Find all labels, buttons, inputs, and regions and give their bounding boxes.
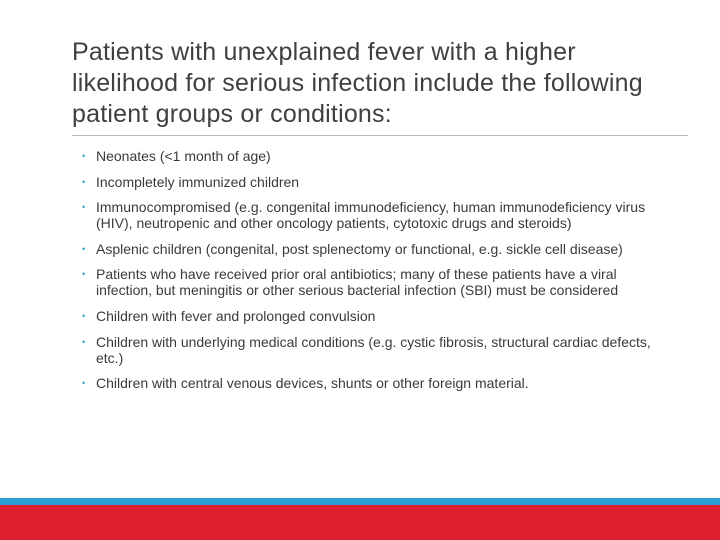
bullet-item [80, 199, 670, 231]
bullet-item [80, 334, 670, 366]
bullet-text: Children with fever and prolonged convulsion [96, 307, 376, 324]
bullet-text: Immunocompromised (e.g. congenital immunodeficiency, human immunodeficiency virus (HIV), neutropenic and other oncology patients, cytotoxic drugs and steroids) [96, 199, 646, 232]
bullet-item [80, 148, 670, 164]
slide-title: Patients with unexplained fever with a higher likelihood for serious infection include the following patient groups or conditions: [72, 38, 643, 128]
bullet-list [80, 148, 670, 401]
footer-band-red [0, 505, 720, 540]
bullet-item [80, 308, 670, 324]
bullet-item [80, 241, 670, 257]
bullet-dot-icon: • [82, 310, 86, 321]
bullet-dot-icon: • [82, 269, 86, 280]
bullet-item [80, 266, 670, 298]
bullet-dot-icon: • [82, 378, 86, 389]
bullet-dot-icon: • [82, 336, 86, 347]
bullet-text: Children with central venous devices, shunts or other foreign material. [96, 375, 529, 392]
bullet-dot-icon: • [82, 202, 86, 213]
bullet-text: Children with underlying medical conditions (e.g. cystic fibrosis, structural cardiac defects, etc.) [96, 333, 651, 366]
bullet-text: Neonates (<1 month of age) [96, 148, 271, 164]
title-divider [72, 135, 688, 136]
bullet-dot-icon: • [82, 243, 86, 254]
bullet-dot-icon: • [82, 176, 86, 187]
bullet-item [80, 174, 670, 190]
footer-band-blue [0, 498, 720, 505]
bullet-text: Incompletely immunized children [96, 173, 300, 190]
bullet-dot-icon: • [82, 151, 86, 161]
bullet-text: Asplenic children (congenital, post splenectomy or functional, e.g. sickle cell disease) [96, 240, 623, 257]
bullet-text: Patients who have received prior oral antibiotics; many of these patients have a viral infection, but meningitis or other serious bacterial infection (SBI) must be considered [96, 266, 619, 299]
bullet-item [80, 375, 670, 391]
